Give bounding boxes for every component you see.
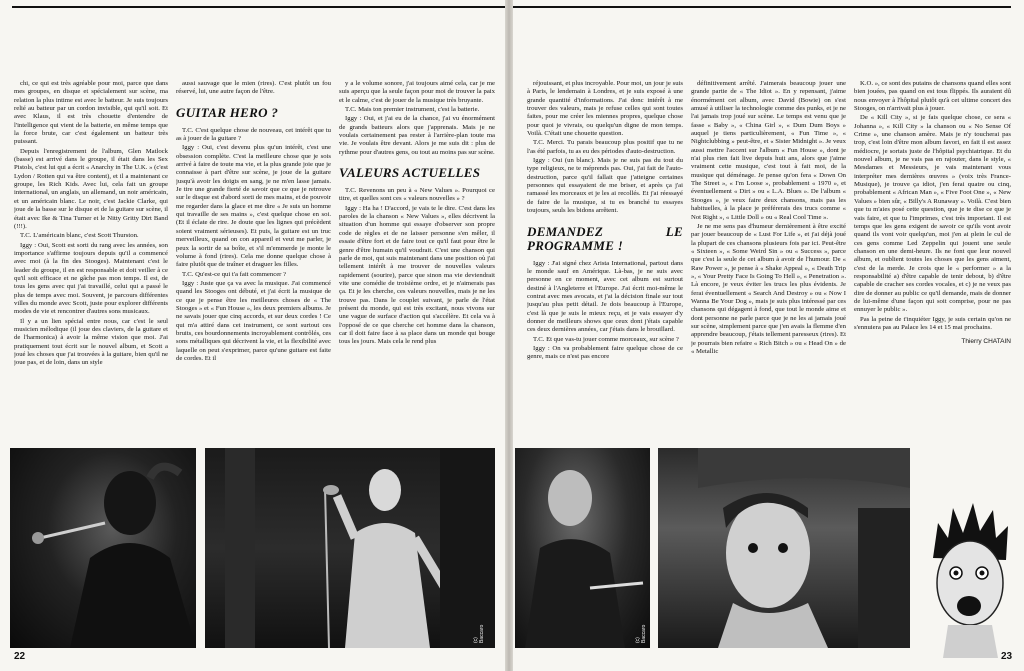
left-column-3 — [339, 80, 495, 445]
paragraph: T.C. Qu'est-ce qui t'a fait commencer ? — [182, 270, 287, 278]
page-number-left: 22 — [14, 651, 26, 662]
right-column-2 — [691, 80, 846, 445]
photo-singer-portrait — [658, 448, 910, 648]
right-page — [513, 0, 1024, 671]
photo-credit: (c) Baccaro — [473, 624, 485, 643]
spread-gutter — [505, 0, 513, 671]
top-rule — [12, 6, 505, 8]
section-heading-demandez-le-programme: DEMANDEZ LE PROGRAMME ! — [527, 223, 683, 253]
screaming-face-image — [918, 498, 1018, 658]
right-column-1 — [527, 80, 683, 445]
photo-singer-profile — [515, 448, 650, 648]
paragraph: T.C. L'américain blanc, c'est Scott Thurston. — [20, 232, 139, 240]
page-number-right: 23 — [1001, 651, 1013, 662]
singer-profile-image — [515, 448, 650, 648]
left-column-1 — [14, 80, 168, 445]
paragraph: Iggy : Juste que ça va avec la musique. J'ai commencé quand les Stooges ont débuté, et j'ai écrit la musique de ce que je pense être les meilleures choses de « The Stooges » et « Fun House », les deux premiers albums. Je ne savais jouer que cinq accords, et sur deux cordes ! Ce qui m'a attiré dans cet instrument, ce sont surtout ces bruits, ces bourdonnements incroyablement contrôlés, ces sons métalliques qui décrivent la vie, et la flexibilité avec laquelle on peut s'exprimer, parce qu'une guitare est faite de cordes. Et il — [176, 279, 331, 362]
photo-singer-microphone — [10, 448, 196, 648]
cutout-screaming-face — [918, 498, 1018, 658]
paragraph: Iggy : Ha ha ! D'accord, je vais te le dire. C'est dans les paroles de la chanson « New Values », elles décrivent la situation d'un homme qui essaye d'observer son propre code de règles et de ne laisser personne s'en mêler, il essaie d'être fort et de faire tout ce qu'il faut pour être le genre d'être humain qu'il voudrait. C'est une chanson qui parle de moi, qui suis maintenant dans une position où j'ai tellement intérêt à me trouver de nouvelles valeurs rapidement (sourire), parce que sinon ma vie deviendrait vite une comédie de troisième ordre, et je n'aimerais pas ça. Et je les cherche, ces valeurs nouvelles, mais je ne les trouve pas. Dans le couplet suivant, je parle de l'état présent du monde, qui est très excitant, nous vivons sur une vague de surface d'action qui s'accélère. Et cela va à l'opposé de ce que cherche cet homme dans la chanson, car il doit faire face à sa place dans un monde qui bouge tous les jours. Mais cela le rend plus — [339, 204, 495, 346]
singer-silhouette-image — [10, 448, 196, 648]
paragraph: réjouissant, et plus incroyable. Pour moi, un jour je suis à Paris, le lendemain à Londres, et je suis exposé à une grande quantité d'informations. J'ai donc intérêt à me trouver des valeurs, mais je refuse celles qui sont toutes faites, pour me créer les miennes propres, quelque chose pour quoi je vivrais, ou quelqu'un digne de mon temps. Voilà. C'était une chouette question. — [527, 80, 683, 138]
paragraph: y a le volume sonore, j'ai toujours aimé cela, car je me suis aperçu que la seule façon pour moi de trouver la paix et le calme, c'est de jouer de la musique très bruyante. — [339, 80, 495, 104]
author-signature: Thierry CHATAIN — [961, 338, 1011, 346]
paragraph: Iggy : On va probablement faire quelque chose de ce genre, mais ce n'est pas encore — [527, 344, 683, 361]
paragraph: K.O. », ce sont des putains de chansons quand elles sont bien jouées, pas quand on est tous flippés. Ils auraient dû nous envoyer à l'hôpital plutôt qu'à cet ultime concert des Stooges, on n'arrivait plus à jouer. — [854, 80, 1011, 113]
paragraph: T.C. Mais ton premier instrument, c'est la batterie. — [345, 106, 480, 114]
left-page — [0, 0, 505, 671]
paragraph: Depuis l'enregistrement de l'album, Glen Matlock (basse) est arrivé dans le groupe, il était dans les Sex Pistols, c'est lui qui a écrit « Anarchy in The U.K. » (c'est Lydon / Rotten qui va être content), et il a maintenant ce groupe, les Rich Kids. Avec lui, cela fait un groupe international, un anglais, un allemand, un noir américain, et un américain blanc. Le noir, c'est Jackie Clarke, qui joue de la basse sur le disque et de la guitare sur scène, il était avec Ike & Tina Turner et le Nitty Gritty Dirt Band (!!!). — [14, 147, 168, 230]
section-heading-guitar-hero: GUITAR HERO ? — [176, 104, 279, 120]
section-heading-valeurs-actuelles: VALEURS ACTUELLES — [339, 165, 481, 181]
paragraph: Iggy : J'ai signé chez Arista International, partout dans le monde sauf en Amérique. Là-bas, je ne suis avec personne en ce moment, avec cet album est surtout destiné à l'Angleterre et l'Europe. J'ai écrit moi-même le contrat avec mes avocats, et j'ai la décision finale sur tout jusqu'au plus petit détail. Je dois beaucoup à l'Europe, c'est là que je suis le mieux reçu, et je vais essayer d'y donner de meilleurs shows que ceux dont j'étais capable ces deux dernières années, car j'étais dans le brouillard. — [527, 259, 683, 334]
photo-shirtless-singer — [205, 448, 495, 648]
paragraph: Pas la peine de t'inquiéter Iggy, je suis certain qu'on ne s'ennuiera pas au Palace les 14 et 15 mai prochains. — [854, 315, 1011, 331]
paragraph: Iggy : Oui (un blanc). Mais je ne suis pas du tout du type religieux, ne te méprends pas. Oui, j'ai fait de l'auto-destruction, parce qu'il fallait que j'atteigne certaines personnes qui essayaient de me briser, et après ça j'ai ramassé les morceaux et je les ai recollés. Et j'ai réessayé de faire de la musique, si tu es branché tu essayes toujours, seuls les bidons arrêtent. — [527, 157, 683, 215]
paragraph: De « Kill City », si je fais quelque chose, ce sera « Johanna », « Kill City » la chanson ou « No Sense Of Crime », une chanson amère. Mais je n'y toucherai pas trop, c'est loin d'être mon album favori, en fait il est assez médiocre, je sortais juste de l'hôpital psychiatrique. Et du nouvel album, je ne vais pas en rajouter, dans le style, « Mesdames et Messieurs, je vais maintenant vous interpréter mes dernières œuvres » (voix très France-Musique), je trouve ça idiot, j'en ferai quatre ou cinq, probablement « African Man », « Five Foot One », « New Values » bien sûr, « Billy's A Runaway ». Voilà. C'est bien que tu m'aies posé cette question, que je te dise ce que je vais faire, et que tu l'imprimes, c'est très important. Il est temps que les gens exigent de savoir ce qu'ils vont avoir quand ils vont voir quelqu'un, moi j'en ai plein le cul de ces gens comme Led Zeppelin qui jouent une seule chanson en une demi-heure. Ils ne font que leur nouvel album, et oublient toutes les choses que les gens aiment, c'est de la merde. Je crois que le « performer » a la responsabilité a) d'être capable de tenir debout, b) d'être capable de cracher ses cordes vocales, et c) je ne veux pas dire de donner au public ce qu'il demande, mais de donner de lui-même d'une façon qui soit comprise, pour ne pas ennuyer le public ». — [854, 114, 1011, 314]
singer-portrait-image — [658, 448, 910, 648]
paragraph: T.C. Revenons un peu à « New Values ». Pourquoi ce titre, et quelles sont ces « valeurs nouvelles » ? — [339, 187, 495, 203]
paragraph: Iggy : Oui, c'est devenu plus qu'un intérêt, c'est une obsession complète. C'est la meilleure chose que je sois arrivé à faire de toute ma vie, et la plus grande joie que je connaisse à part d'être sur scène, je joue de la guitare jusqu'à avoir les doigts en sang, je ne m'en lasse jamais. Je tire une grande fierté de savoir que ce que je retrouve sur le disque est d'abord sorti de mes mains, et de pouvoir me regarder dans la glace et me dire « Je suis un homme qui travaille de ses mains », c'est quelque chose en soi. (Et il éclate de rire. Je doute que les lignes qui précèdent soient vraiment sérieuses). Et puis, la guitare est un truc merveilleux, quand on con appareil et veut me parler, je peux la sortir de sa boîte, et s'il m'emmerde je monte le volume à fond (rires). Cela me donne quelque chose à faire plutôt que de traîner et draguer les filles. — [176, 144, 331, 269]
left-column-2 — [176, 80, 331, 445]
paragraph: chi, ce qui est très agréable pour moi, parce que dans mes groupes, en disque et spécialement sur scène, ma relation la plus intime est avec le batteur. Je suis toujours relié au batteur par un cordon invisible, qui qu'il soit. Et avec Klaus, il est très chouette d'entendre de l'intelligence qui vient de la batterie, en même temps que la force brute, car c'est également un batteur très puissant. — [14, 80, 168, 146]
paragraph: T.C. C'est quelque chose de nouveau, cet intérêt que tu as à jouer de la guitare ? — [176, 126, 331, 143]
top-rule — [513, 6, 1011, 8]
paragraph: Je ne me sens pas d'humeur dernièrement à être excité par jouer beaucoup de « Lust For Life », et j'ai déjà joué la plupart de ces chansons plusieurs fois par ici. Peut-être « Sixteen », « Some Weird Sin » ou « Success », parce que c'est la seule de cet album à avoir de l'humour. De « Raw Power », je pense à « Shake Appeal », « Death Trip », « Your Pretty Face Is Going To Hell », « Penetration ». Là encore, je veux éviter les trucs les plus évidents. Je ferai éventuellement « Search And Destroy » ou « Now I Wanna Be Your Dog », mais je suis plus intéressé par ces chansons qui dégagent à fond, que tout le monde aime et dont personne ne parle parce que je ne les ai jamais joué sur scène, simplement parce que j'en avais la flemme d'en apprendre beaucoup, j'étais tellement paresseux (rires). Et je pourrais bien refaire « Rich Bitch » ou « Head On » de « Metallic — [691, 222, 846, 355]
paragraph: T.C. Merci. Tu parais beaucoup plus positif que tu ne l'as été parfois, tu as eu des périodes d'auto-destruction. — [527, 139, 683, 155]
paragraph: Iggy : Oui, et j'ai eu de la chance, j'ai vu énormément de grands batteurs alors que j'apprenais. Mais je ne voulais certainement pas rester à l'arrière-plan toute ma vie. Je voulais être devant. Alors je me suis dit : plus de rythme pour d'autres gens, ou tout au moins pas sur scène. — [339, 115, 495, 156]
shirtless-singer-image — [205, 448, 495, 648]
paragraph: T.C. Et que vas-tu jouer comme morceaux, sur scène ? — [533, 335, 679, 343]
right-column-3 — [854, 80, 1011, 445]
paragraph: aussi sauvage que le mien (rires). C'est plutôt un fou réservé, lui, une autre façon de l'être. — [176, 80, 331, 96]
paragraph: Iggy : Oui, Scott est sorti du rang avec les années, son importance s'affirme toujours depuis qu'il a commencé avec moi (à la fin des Stooges). Maintenant c'est le leader du groupe, il en est responsable et doit veiller à ce qu'il soit efficace et ne gâche pas mon temps. Il est, de tous les gens avec qui j'ai travaillé, celui qui a passé le plus de temps avec moi. Souvent, je parcours différentes villes du monde avec Scott, juste pour explorer différents modes de vie et rencontrer d'autres sons musicaux. — [14, 241, 168, 316]
paragraph: Il y a un lien spécial entre nous, car c'est le seul musicien mélodique (il joue des claviers, de la guitare et de l'harmonica) à avoir la même vision que moi. J'ai pratiquement tout écrit sur le nouvel album, et Scott a joué les choses que j'ai trouvées à la guitare, bien qu'il ne joue pas, et de loin, dans un style — [14, 317, 168, 367]
photo-credit: (c) Baccaro — [635, 624, 647, 643]
paragraph: définitivement arrêté. J'aimerais beaucoup jouer une grande partie de « The Idiot ». En y repensant, j'aime énormément cet album, avec David (Bowie) on s'est amusé à utiliser la technologie comme des punks, et je ne l'ai jamais trop joué sur scène. Le temps est venu que je fasse « Baby », « China Girl », « Dum Dum Boys » auquel je tiens particulièrement, « Fun Time », « Nightclubbing » peut-être, et « Sister Midnight ». Je veux aussi mettre l'accent sur l'album « Fun House », dont je n'ai plus rien fait live depuis huit ans, alors que j'aime vraiment cette musique, c'est tout à fait moi, de la musique qui déménage. Je pense qu'on fera « Down On The Street », « I'm Loose », probablement « 1970 », et éventuellement « Dirt » ou « L.A. Blues ». De l'album « Stooges », je veux faire deux chansons, mais pas les habituelles, à la place je préférerais des trucs comme « Not Right », « Little Doll » ou « Real Cool Time ». — [691, 80, 846, 221]
